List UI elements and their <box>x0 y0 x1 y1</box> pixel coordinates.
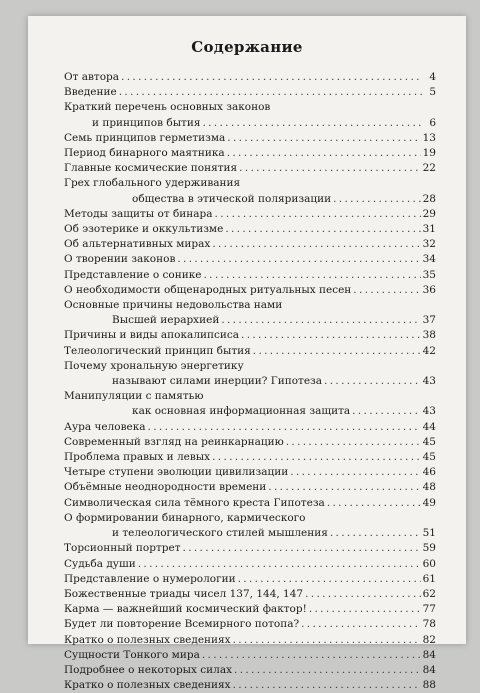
toc-entry-page-number: 5 <box>429 86 436 99</box>
toc-entry[interactable] <box>64 617 436 632</box>
dot-leader <box>183 541 421 556</box>
toc-entry-title: Введение <box>64 86 117 99</box>
toc-entry-page-number: 13 <box>422 131 436 144</box>
toc-entry-title: Четыре ступени эволюции цивилизации <box>64 466 289 479</box>
toc-entry-page-number: 59 <box>422 542 436 555</box>
toc-entry-title: Подробнее о некоторых силах <box>64 663 233 676</box>
toc-entry[interactable] <box>64 131 436 146</box>
toc-entry-page-number: 84 <box>422 663 436 676</box>
dot-leader <box>221 313 420 328</box>
toc-entry-page-number: 84 <box>422 648 436 661</box>
dot-leader <box>212 237 420 252</box>
toc-entry-title: Период бинарного маятника <box>64 147 225 160</box>
toc-entry-page-number: 35 <box>422 268 436 281</box>
toc-entry[interactable] <box>64 435 436 450</box>
toc-entry-page-number: 22 <box>422 162 436 175</box>
toc-entry-page-number: 61 <box>422 572 436 585</box>
toc-entry[interactable] <box>64 587 436 602</box>
toc-entry-page-number: 4 <box>429 71 436 83</box>
toc-entry[interactable] <box>64 663 436 678</box>
toc-entry-title: Кратко о полезных сведениях <box>64 679 231 692</box>
toc-entry[interactable] <box>64 85 436 100</box>
toc-entry-title: Об альтернативных мирах <box>64 238 211 251</box>
toc-entry-title: как основная информационная защита <box>132 405 351 418</box>
toc-entry-title: Судьба души <box>64 557 136 570</box>
toc-entry[interactable] <box>64 328 436 343</box>
toc-entry-page-number: 44 <box>422 420 436 433</box>
toc-entry-title: Кратко о полезных сведениях <box>64 633 231 646</box>
toc-entry[interactable] <box>64 359 436 389</box>
toc-entry-title-line: Манипуляции с памятью <box>64 390 204 403</box>
toc-entry[interactable] <box>64 207 436 222</box>
toc-entry-page-number: 82 <box>422 633 436 646</box>
toc-entry-title-line: Почему хрональную энергетику <box>64 359 244 372</box>
toc-entry[interactable] <box>64 511 436 541</box>
dot-leader <box>234 663 421 678</box>
toc-entry-title: и телеологического стилей мышления <box>112 527 328 540</box>
toc-entry-title: Торсионный портрет <box>64 542 181 555</box>
toc-entry-title: Сущности Тонкого мира <box>64 648 200 661</box>
dot-leader <box>238 572 421 587</box>
toc-entry-title: О творении законов <box>64 253 176 266</box>
dot-leader <box>225 222 420 237</box>
toc-entry-page-number: 31 <box>422 223 436 236</box>
toc-entry-page-number: 42 <box>422 344 436 357</box>
toc-entry-title: Будет ли повторение Всемирного потопа? <box>64 618 300 631</box>
dot-leader <box>212 450 421 465</box>
toc-entry-title: Представление о сонике <box>64 268 202 281</box>
dot-leader <box>233 678 421 693</box>
toc-entry[interactable] <box>64 450 436 465</box>
toc-entry-page-number: 43 <box>422 405 436 418</box>
toc-entry-title: Символическая сила тёмного креста Гипотеза <box>64 496 325 509</box>
dot-leader <box>352 404 420 419</box>
dot-leader <box>301 617 421 632</box>
toc-entry-page-number: 88 <box>422 679 436 692</box>
toc-entry-page-number: 49 <box>422 496 436 509</box>
toc-entry-title: Представление о нумерологии <box>64 572 236 585</box>
toc-entry[interactable] <box>64 344 436 359</box>
table-of-contents <box>64 70 436 693</box>
dot-leader <box>215 207 421 222</box>
toc-entry-page-number: 34 <box>422 253 436 266</box>
toc-entry[interactable] <box>64 161 436 176</box>
book-page <box>28 16 466 692</box>
toc-entry-title: Об эзотерике и оккультизме <box>64 223 224 236</box>
toc-entry-title: Методы защиты от бинара <box>64 207 213 220</box>
toc-entry[interactable] <box>64 100 436 130</box>
toc-entry[interactable] <box>64 602 436 617</box>
dot-leader <box>227 146 421 161</box>
dot-leader <box>227 131 420 146</box>
toc-entry-page-number: 78 <box>422 618 436 631</box>
toc-entry-page-number: 51 <box>422 527 436 540</box>
toc-entry-title: Аура человека <box>64 420 146 433</box>
toc-entry[interactable] <box>64 572 436 587</box>
toc-entry-page-number: 45 <box>422 451 436 464</box>
dot-leader <box>253 344 421 359</box>
toc-entry[interactable] <box>64 268 436 283</box>
toc-entry-title-line: О формировании бинарного, кармического <box>64 511 306 524</box>
toc-entry-title: Высшей иерархией <box>112 314 220 327</box>
toc-entry[interactable] <box>64 252 436 267</box>
toc-entry[interactable] <box>64 465 436 480</box>
toc-entry-title: называют силами инерции? Гипотеза <box>112 375 323 388</box>
dot-leader <box>121 70 422 85</box>
toc-entry-page-number: 19 <box>422 147 436 160</box>
toc-entry[interactable] <box>64 420 436 435</box>
toc-entry-title: Проблема правых и левых <box>64 451 211 464</box>
toc-entry[interactable] <box>64 146 436 161</box>
dot-leader <box>353 283 420 298</box>
dot-leader <box>239 161 420 176</box>
toc-entry-title: общества в этической поляризации <box>132 192 332 205</box>
toc-entry[interactable] <box>64 678 436 693</box>
toc-entry-title: Карма — важнейший космический фактор! <box>64 603 307 616</box>
toc-entry-title: От автора <box>64 71 120 83</box>
toc-entry[interactable] <box>64 70 436 85</box>
toc-entry-title: Объёмные неоднородности времени <box>64 481 267 494</box>
dot-leader <box>268 480 420 495</box>
dot-leader <box>330 526 421 541</box>
toc-entry-page-number: 6 <box>429 116 436 129</box>
dot-leader <box>119 85 422 100</box>
toc-entry-page-number: 43 <box>422 375 436 388</box>
dot-leader <box>327 496 421 511</box>
toc-entry[interactable] <box>64 633 436 648</box>
toc-entry-title: и принципов бытия <box>92 116 201 129</box>
toc-entry-page-number: 38 <box>422 329 436 342</box>
toc-entry-page-number: 36 <box>422 283 436 296</box>
toc-entry[interactable] <box>64 480 436 495</box>
toc-entry-title: Причины и виды апокалипсиса <box>64 329 240 342</box>
dot-leader <box>148 420 421 435</box>
dot-leader <box>202 116 422 131</box>
toc-entry-page-number: 77 <box>422 603 436 616</box>
toc-entry-page-number: 46 <box>422 466 436 479</box>
toc-entry-page-number: 48 <box>422 481 436 494</box>
dot-leader <box>241 328 421 343</box>
dot-leader <box>203 268 420 283</box>
dot-leader <box>290 465 420 480</box>
toc-entry-page-number: 60 <box>422 557 436 570</box>
dot-leader <box>286 435 421 450</box>
toc-entry[interactable] <box>64 283 436 298</box>
toc-entry-title: Божественные триады чисел 137, 144, 147 <box>64 587 304 600</box>
toc-entry-page-number: 32 <box>422 238 436 251</box>
toc-entry-title: Главные космические понятия <box>64 162 238 175</box>
toc-entry[interactable] <box>64 176 436 206</box>
toc-entry-page-number: 37 <box>422 314 436 327</box>
dot-leader <box>138 557 421 572</box>
dot-leader <box>305 587 421 602</box>
toc-entry-title-line: Основные причины недовольства нами <box>64 299 283 312</box>
toc-entry-page-number: 28 <box>422 192 436 205</box>
dot-leader <box>309 602 421 617</box>
toc-entry-title: О необходимости общенародных ритуальных песен <box>64 283 352 296</box>
toc-entry-title: Телеологический принцип бытия <box>64 344 251 357</box>
toc-entry[interactable] <box>64 389 436 419</box>
dot-leader <box>177 252 420 267</box>
dot-leader <box>233 633 421 648</box>
dot-leader <box>324 374 421 389</box>
toc-entry-title: Современный взгляд на реинкарнацию <box>64 435 284 448</box>
toc-entry-title: Семь принципов герметизма <box>64 131 226 144</box>
toc-entry[interactable] <box>64 557 436 572</box>
toc-entry-page-number: 62 <box>422 587 436 600</box>
dot-leader <box>333 192 421 207</box>
toc-entry[interactable] <box>64 298 436 328</box>
toc-entry-page-number: 29 <box>422 207 436 220</box>
toc-entry[interactable] <box>64 237 436 252</box>
page-title: Содержание <box>191 38 303 56</box>
toc-entry[interactable] <box>64 222 436 237</box>
toc-entry[interactable] <box>64 541 436 556</box>
toc-entry-title-line: Краткий перечень основных законов <box>64 101 271 114</box>
toc-entry[interactable] <box>64 496 436 511</box>
toc-entry-page-number: 45 <box>422 435 436 448</box>
toc-entry-title-line: Грех глобального удерживания <box>64 177 241 190</box>
